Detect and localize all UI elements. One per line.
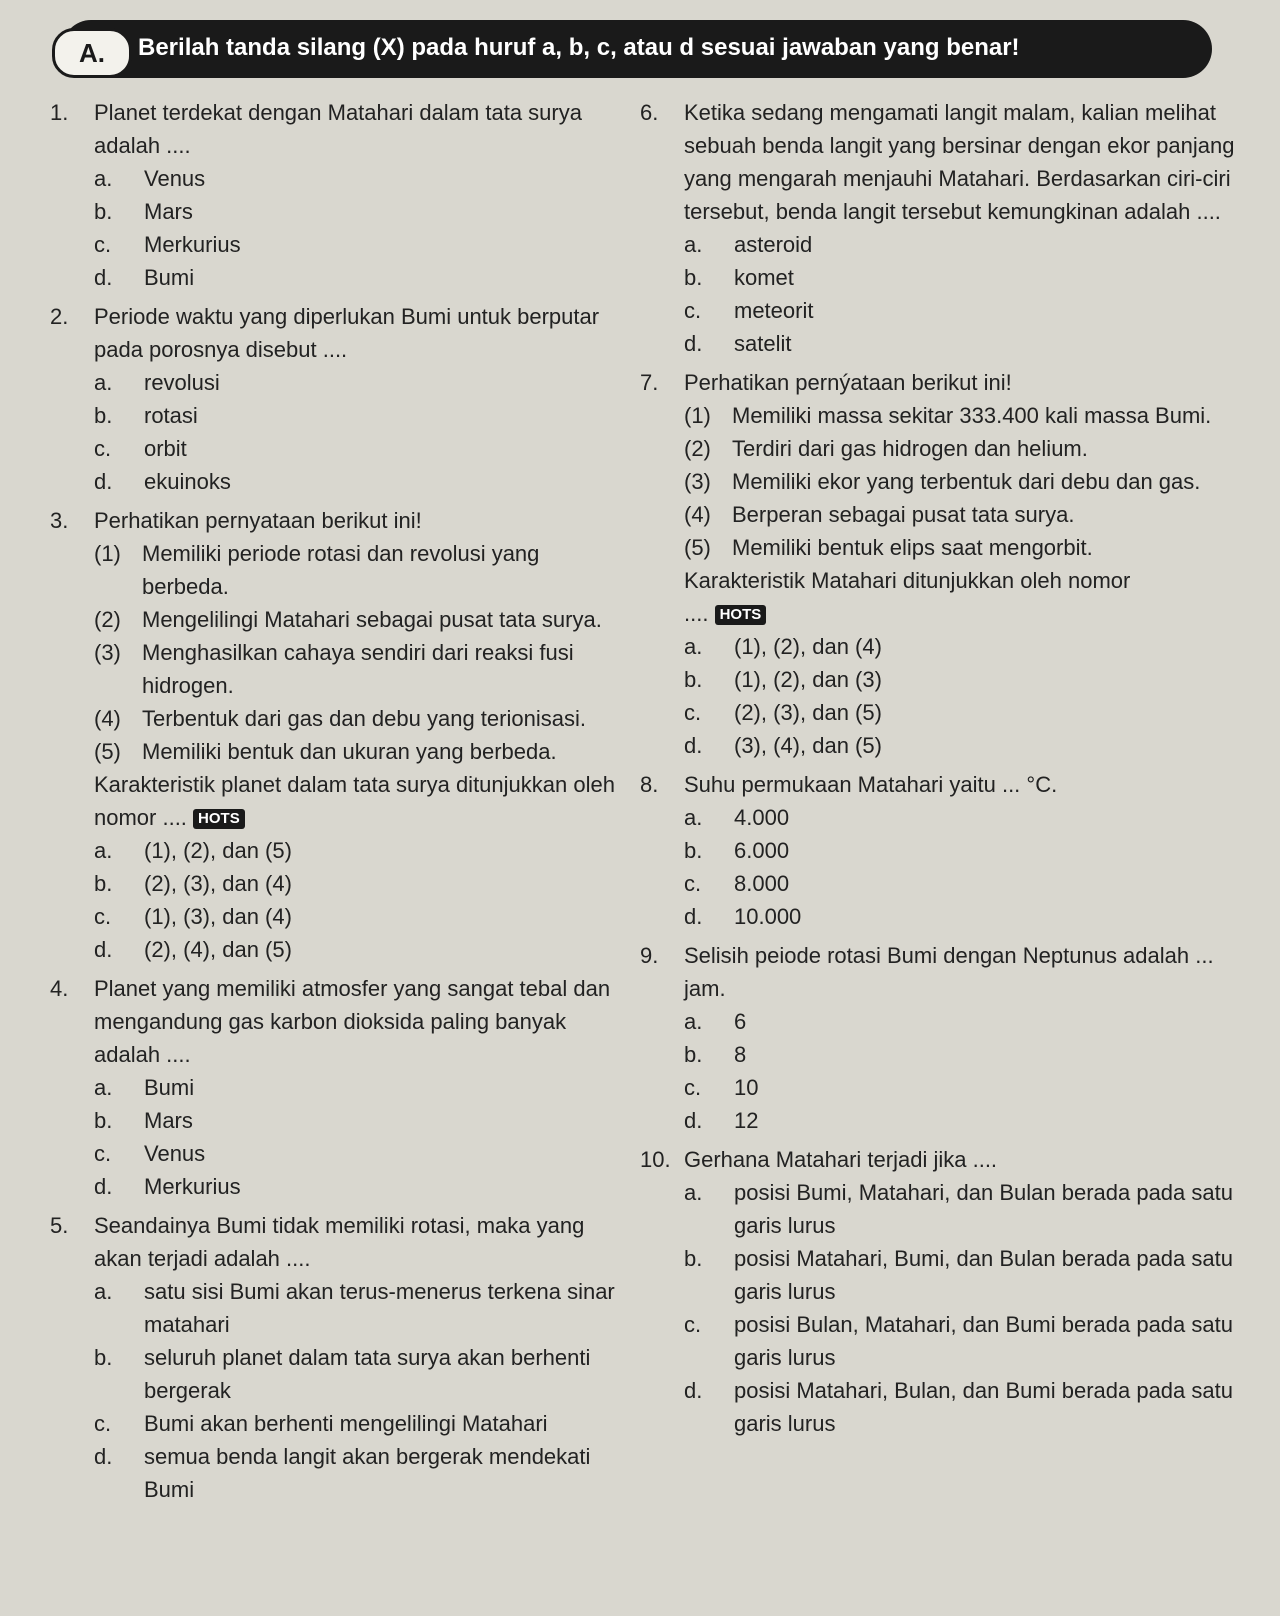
- question-prompt-tail: .... HOTS: [684, 597, 1260, 630]
- question-10: [640, 1143, 1260, 1440]
- option-b[interactable]: b. posisi Matahari, Bumi, dan Bulan berada pada satu garis lurus: [684, 1246, 1233, 1304]
- question-6: [640, 96, 1260, 360]
- section-badge: A.: [52, 28, 132, 78]
- left-column: [50, 96, 630, 1512]
- option-b[interactable]: b. (2), (3), dan (4): [94, 871, 292, 896]
- question-2: [50, 300, 630, 498]
- option-b[interactable]: b. 6.000: [684, 838, 790, 863]
- option-a[interactable]: a. asteroid: [684, 232, 813, 257]
- question-number: 2.: [50, 304, 69, 329]
- question-8: [640, 768, 1260, 933]
- statement: (2) Terdiri dari gas hidrogen dan helium.: [684, 436, 1088, 461]
- question-number: 5.: [50, 1213, 69, 1238]
- option-d[interactable]: d. (2), (4), dan (5): [94, 937, 292, 962]
- question-text: Ketika sedang mengamati langit malam, kalian melihat sebuah benda langit yang bersinar dengan ekor panjang yang mengarah menjauhi Matahari. Berdasarkan ciri-ciri tersebut, benda langit tersebut kemungkinan adalah ....: [684, 100, 1235, 224]
- question-number: 10.: [640, 1147, 671, 1172]
- option-b[interactable]: b. 8: [684, 1042, 747, 1067]
- option-a[interactable]: a. (1), (2), dan (5): [94, 838, 292, 863]
- question-text: Perhatikan pernýataan berikut ini!: [684, 370, 1012, 395]
- question-text: Perhatikan pernyataan berikut ini!: [94, 508, 422, 533]
- question-prompt: Karakteristik planet dalam tata surya ditunjukkan oleh nomor .... HOTS: [94, 772, 615, 830]
- option-d[interactable]: d. semua benda langit akan bergerak mendekati Bumi: [94, 1444, 591, 1502]
- question-number: 7.: [640, 370, 659, 395]
- question-number: 4.: [50, 976, 69, 1001]
- option-a[interactable]: a. (1), (2), dan (4): [684, 634, 882, 659]
- statement: (2) Mengelilingi Matahari sebagai pusat tata surya.: [94, 607, 602, 632]
- question-number: 9.: [640, 943, 659, 968]
- option-a[interactable]: a. Venus: [94, 166, 206, 191]
- question-text: Gerhana Matahari terjadi jika ....: [684, 1147, 998, 1172]
- question-9: [640, 939, 1260, 1137]
- question-4: [50, 972, 630, 1203]
- option-b[interactable]: b. Mars: [94, 1108, 193, 1133]
- option-b[interactable]: b. rotasi: [94, 403, 198, 428]
- question-1: [50, 96, 630, 294]
- option-c[interactable]: c. Merkurius: [94, 232, 241, 257]
- question-text: Selisih peiode rotasi Bumi dengan Neptunus adalah ... jam.: [684, 943, 1214, 1001]
- option-c[interactable]: c. 8.000: [684, 871, 790, 896]
- option-b[interactable]: b. Mars: [94, 199, 193, 224]
- hots-badge: HOTS: [715, 605, 767, 625]
- question-number: 6.: [640, 100, 659, 125]
- option-c[interactable]: c. orbit: [94, 436, 187, 461]
- option-c[interactable]: c. meteorit: [684, 298, 814, 323]
- statement: (1) Memiliki periode rotasi dan revolusi yang berbeda.: [94, 541, 540, 599]
- option-b[interactable]: b. komet: [684, 265, 794, 290]
- question-text: Seandainya Bumi tidak memiliki rotasi, maka yang akan terjadi adalah ....: [94, 1213, 585, 1271]
- option-c[interactable]: c. posisi Bulan, Matahari, dan Bumi berada pada satu garis lurus: [684, 1312, 1233, 1370]
- question-number: 1.: [50, 100, 69, 125]
- option-c[interactable]: c. Bumi akan berhenti mengelilingi Matahari: [94, 1411, 548, 1436]
- option-d[interactable]: d. (3), (4), dan (5): [684, 733, 882, 758]
- hots-badge: HOTS: [193, 809, 245, 829]
- option-c[interactable]: c. Venus: [94, 1141, 206, 1166]
- option-a[interactable]: a. satu sisi Bumi akan terus-menerus terkena sinar matahari: [94, 1279, 615, 1337]
- option-d[interactable]: d. satelit: [684, 331, 792, 356]
- option-c[interactable]: c. 10: [684, 1075, 759, 1100]
- question-number: 3.: [50, 508, 69, 533]
- option-d[interactable]: d. posisi Matahari, Bulan, dan Bumi berada pada satu garis lurus: [684, 1378, 1233, 1436]
- statement: (3) Memiliki ekor yang terbentuk dari debu dan gas.: [684, 469, 1201, 494]
- statement: (5) Memiliki bentuk elips saat mengorbit.: [684, 535, 1093, 560]
- option-c[interactable]: c. (1), (3), dan (4): [94, 904, 292, 929]
- question-text: Periode waktu yang diperlukan Bumi untuk berputar pada porosnya disebut ....: [94, 304, 600, 362]
- option-a[interactable]: a. revolusi: [94, 370, 220, 395]
- question-text: Planet yang memiliki atmosfer yang sangat tebal dan mengandung gas karbon dioksida paling banyak adalah ....: [94, 976, 611, 1067]
- instruction-text: Berilah tanda silang (X) pada huruf a, b, c, atau d sesuai jawaban yang benar!: [138, 34, 1020, 61]
- statement: (3) Menghasilkan cahaya sendiri dari reaksi fusi hidrogen.: [94, 640, 574, 698]
- option-d[interactable]: d. 12: [684, 1108, 759, 1133]
- right-column: [640, 96, 1260, 1446]
- option-a[interactable]: a. Bumi: [94, 1075, 195, 1100]
- statement: (4) Terbentuk dari gas dan debu yang terionisasi.: [94, 706, 586, 731]
- statement: (1) Memiliki massa sekitar 333.400 kali massa Bumi.: [684, 403, 1212, 428]
- question-5: [50, 1209, 630, 1506]
- question-3: [50, 504, 630, 966]
- option-a[interactable]: a. 4.000: [684, 805, 790, 830]
- question-number: 8.: [640, 772, 659, 797]
- option-a[interactable]: a. posisi Bumi, Matahari, dan Bulan berada pada satu garis lurus: [684, 1180, 1233, 1238]
- statement: (4) Berperan sebagai pusat tata surya.: [684, 502, 1075, 527]
- option-d[interactable]: d. ekuinoks: [94, 469, 231, 494]
- option-d[interactable]: d. 10.000: [684, 904, 802, 929]
- option-d[interactable]: d. Merkurius: [94, 1174, 241, 1199]
- option-b[interactable]: b. (1), (2), dan (3): [684, 667, 882, 692]
- question-text: Planet terdekat dengan Matahari dalam tata surya adalah ....: [94, 100, 582, 158]
- option-d[interactable]: d. Bumi: [94, 265, 195, 290]
- question-text: Suhu permukaan Matahari yaitu ... °C.: [684, 772, 1058, 797]
- statement: (5) Memiliki bentuk dan ukuran yang berbeda.: [94, 739, 557, 764]
- question-7: [640, 366, 1260, 762]
- question-prompt: Karakteristik Matahari ditunjukkan oleh nomor: [684, 568, 1131, 593]
- option-c[interactable]: c. (2), (3), dan (5): [684, 700, 882, 725]
- option-b[interactable]: b. seluruh planet dalam tata surya akan berhenti bergerak: [94, 1345, 591, 1403]
- option-a[interactable]: a. 6: [684, 1009, 747, 1034]
